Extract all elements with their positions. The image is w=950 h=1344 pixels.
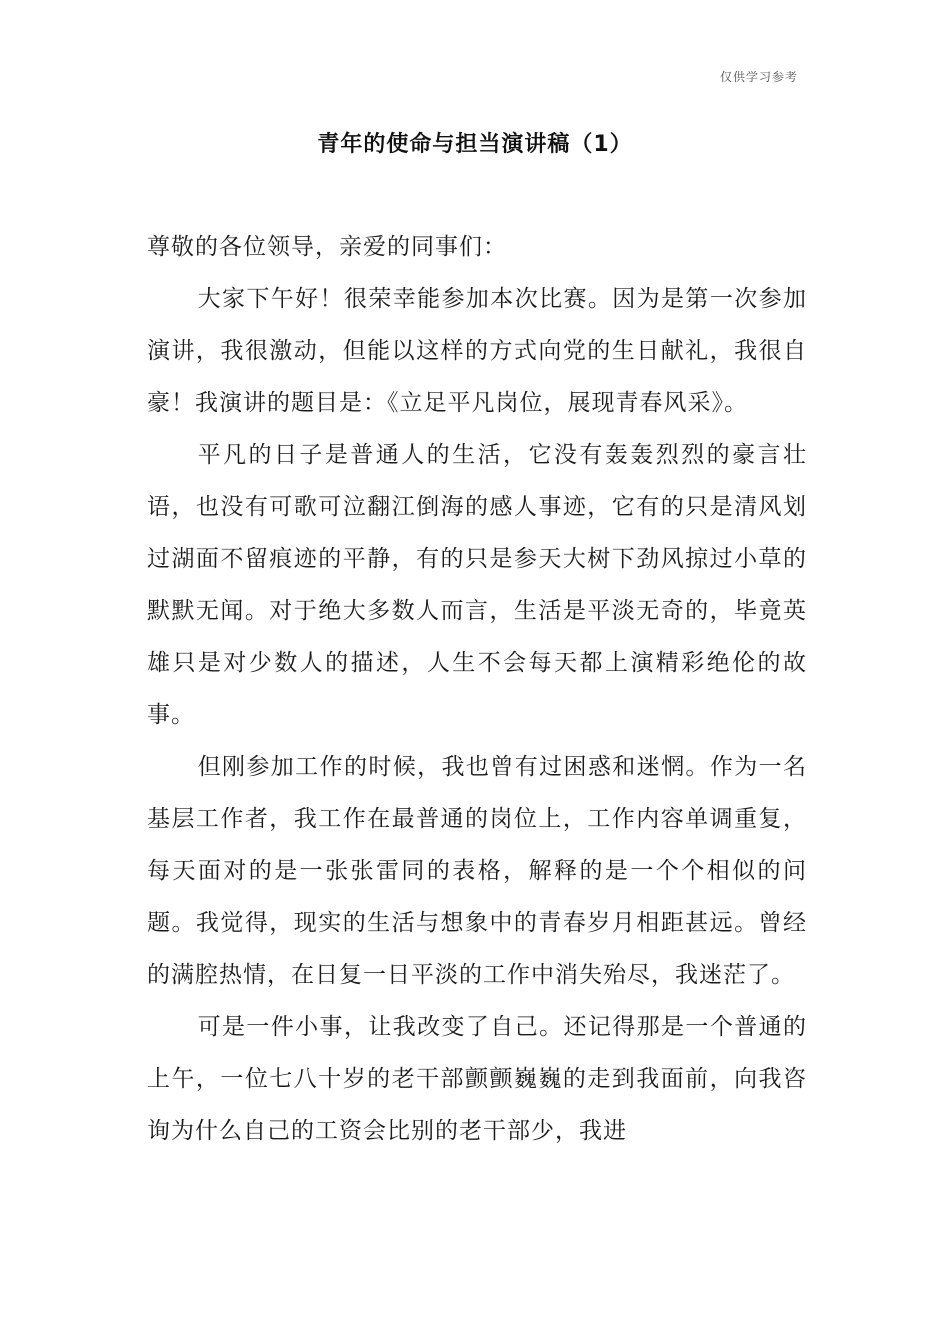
document-title: 青年的使命与担当演讲稿（1） [317, 132, 633, 157]
salutation: 尊敬的各位领导，亲爱的同事们： [147, 234, 507, 260]
paragraph: 大家下午好！很荣幸能参加本次比赛。因为是第一次参加演讲，我很激动，但能以这样的方式向党的生日献礼，我很自豪！我演讲的题目是：《立足平凡岗位，展现青春风采》。 [147, 286, 807, 416]
paragraph: 但刚参加工作的时候，我也曾有过困惑和迷惘。作为一名基层工作者，我工作在最普通的岗位上，工作内容单调重复，每天面对的是一张张雷同的表格，解释的是一个个相似的问题。我觉得，现实的生活与想象中的青春岁月相距甚远。曾经的满腔热情，在日复一日平淡的工作中消失殆尽，我迷茫了。 [147, 754, 807, 988]
paragraph: 平凡的日子是普通人的生活，它没有轰轰烈烈的豪言壮语，也没有可歌可泣翻江倒海的感人事迹，它有的只是清风划过湖面不留痕迹的平静，有的只是参天大树下劲风掠过小草的默默无闻。对于绝大多数人而言，生活是平淡无奇的，毕竟英雄只是对少数人的描述，人生不会每天都上演精彩绝伦的故事。 [147, 442, 807, 728]
header-note: 仅供学习参考 [720, 70, 799, 84]
document-body [147, 221, 807, 1157]
paragraph: 可是一件小事，让我改变了自己。还记得那是一个普通的上午，一位七八十岁的老干部颤颤巍巍的走到我面前，向我咨询为什么自己的工资会比别的老干部少，我进 [147, 1014, 807, 1144]
